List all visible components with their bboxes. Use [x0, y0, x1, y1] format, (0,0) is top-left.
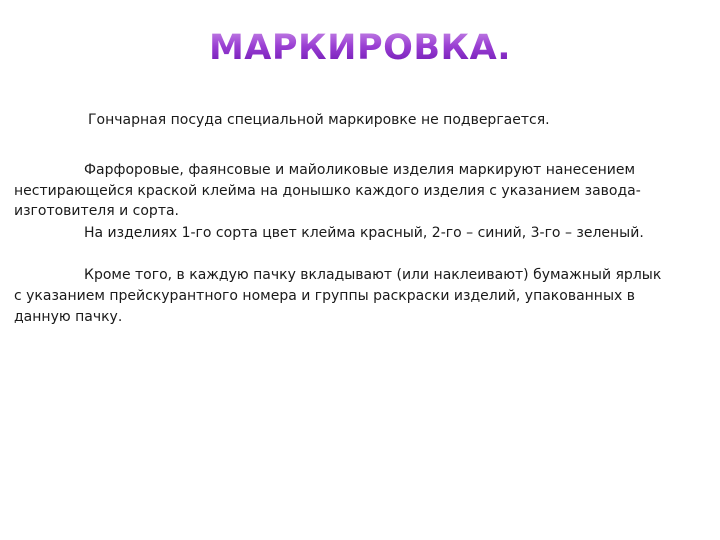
paragraph-pottery: Гончарная посуда специальной маркировке не подвергается. — [88, 112, 550, 128]
paragraph-label-line-3: данную пачку. — [14, 309, 123, 325]
paragraph-porcelain-line-3: изготовителя и сорта. — [14, 203, 180, 219]
paragraph-label-line-2: с указанием прейскурантного номера и группы раскраски изделий, упакованных в — [14, 288, 636, 304]
slide-title: МАРКИРОВКА. — [0, 28, 720, 68]
paragraph-porcelain-line-1: Фарфоровые, фаянсовые и майоликовые изделия маркируют нанесением — [84, 162, 636, 178]
paragraph-porcelain-line-2: нестирающейся краской клейма на донышко каждого изделия с указанием завода- — [14, 183, 641, 199]
paragraph-label-line-1: Кроме того, в каждую пачку вкладывают (или наклеивают) бумажный ярлык — [84, 267, 662, 283]
paragraph-grade-colors: На изделиях 1-го сорта цвет клейма красный, 2-го – синий, 3-го – зеленый. — [84, 225, 644, 241]
